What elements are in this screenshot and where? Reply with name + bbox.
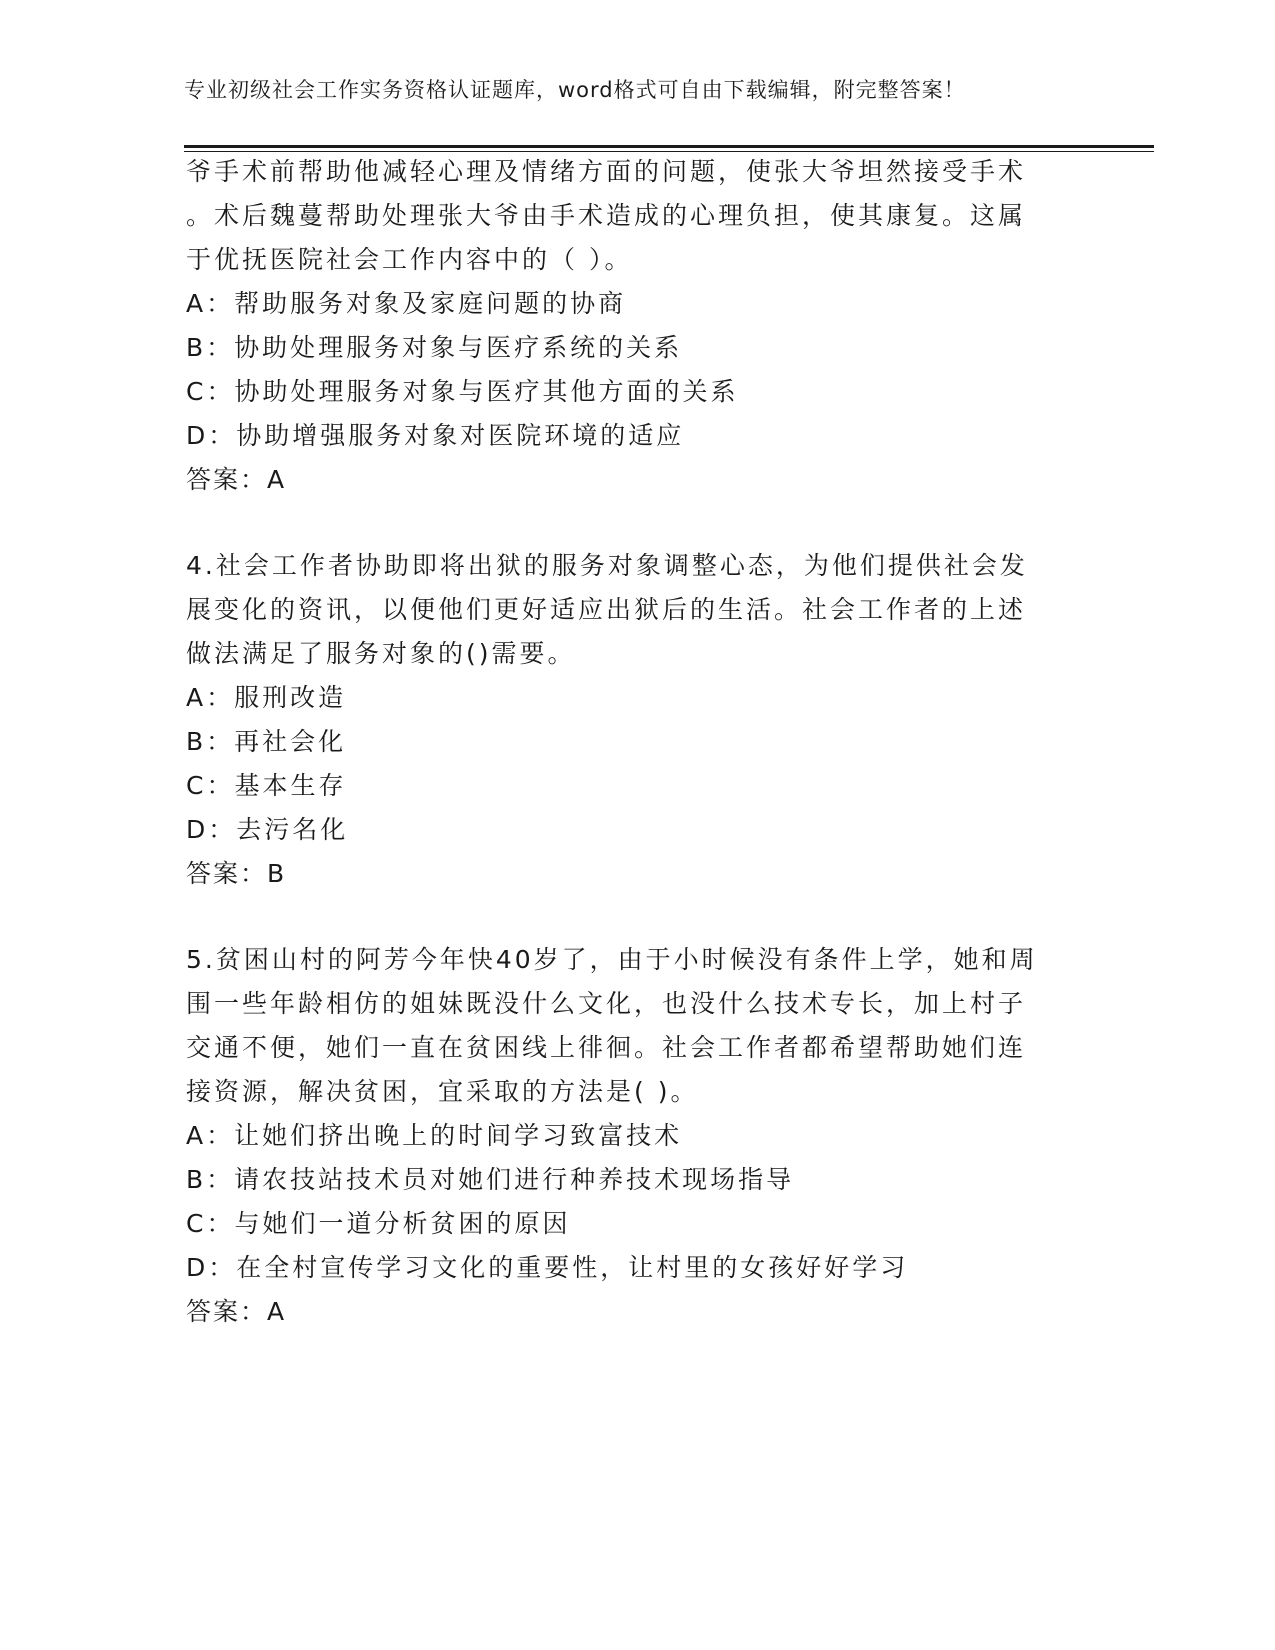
option-a: A：服刑改造 — [186, 683, 347, 712]
answer: 答案：A — [186, 1297, 287, 1326]
question-stem-line: 展变化的资讯，以便他们更好适应出狱后的生活。社会工作者的上述 — [186, 595, 1027, 624]
question-stem-line: 做法满足了服务对象的()需要。 — [186, 639, 576, 668]
option-c: C：与她们一道分析贫困的原因 — [186, 1209, 571, 1238]
question-stem-line: 接资源，解决贫困，宜采取的方法是( )。 — [186, 1077, 699, 1106]
question-stem-line: 交通不便，她们一直在贫困线上徘徊。社会工作者都希望帮助她们连 — [186, 1033, 1027, 1062]
option-b: B：协助处理服务对象与医疗系统的关系 — [186, 333, 683, 362]
option-b: B：请农技站技术员对她们进行种养技术现场指导 — [186, 1165, 795, 1194]
answer: 答案：A — [186, 465, 287, 494]
question-stem-line: 围一些年龄相仿的姐妹既没什么文化，也没什么技术专长，加上村子 — [186, 989, 1027, 1018]
header-rule-thick — [184, 145, 1154, 148]
question-stem-line: 4.社会工作者协助即将出狱的服务对象调整心态，为他们提供社会发 — [186, 551, 1028, 580]
question-stem-line: 于优抚医院社会工作内容中的（ ）。 — [186, 245, 633, 274]
option-d: D：在全村宣传学习文化的重要性，让村里的女孩好好学习 — [186, 1253, 909, 1282]
option-a: A：帮助服务对象及家庭问题的协商 — [186, 289, 627, 318]
option-c: C：基本生存 — [186, 771, 347, 800]
question-stem-line: 爷手术前帮助他减轻心理及情绪方面的问题，使张大爷坦然接受手术 — [186, 157, 1027, 186]
option-d: D：去污名化 — [186, 815, 349, 844]
option-d: D：协助增强服务对象对医院环境的适应 — [186, 421, 685, 450]
option-b: B：再社会化 — [186, 727, 347, 756]
question-stem-line: 。术后魏蔓帮助处理张大爷由手术造成的心理负担，使其康复。这属 — [186, 201, 1027, 230]
option-a: A：让她们挤出晚上的时间学习致富技术 — [186, 1121, 683, 1150]
header-text: 专业初级社会工作实务资格认证题库，word格式可自由下载编辑，附完整答案！ — [184, 78, 966, 102]
option-c: C：协助处理服务对象与医疗其他方面的关系 — [186, 377, 739, 406]
question-stem-line: 5.贫困山村的阿芳今年快40岁了，由于小时候没有条件上学，她和周 — [186, 945, 1038, 974]
answer: 答案：B — [186, 859, 287, 888]
